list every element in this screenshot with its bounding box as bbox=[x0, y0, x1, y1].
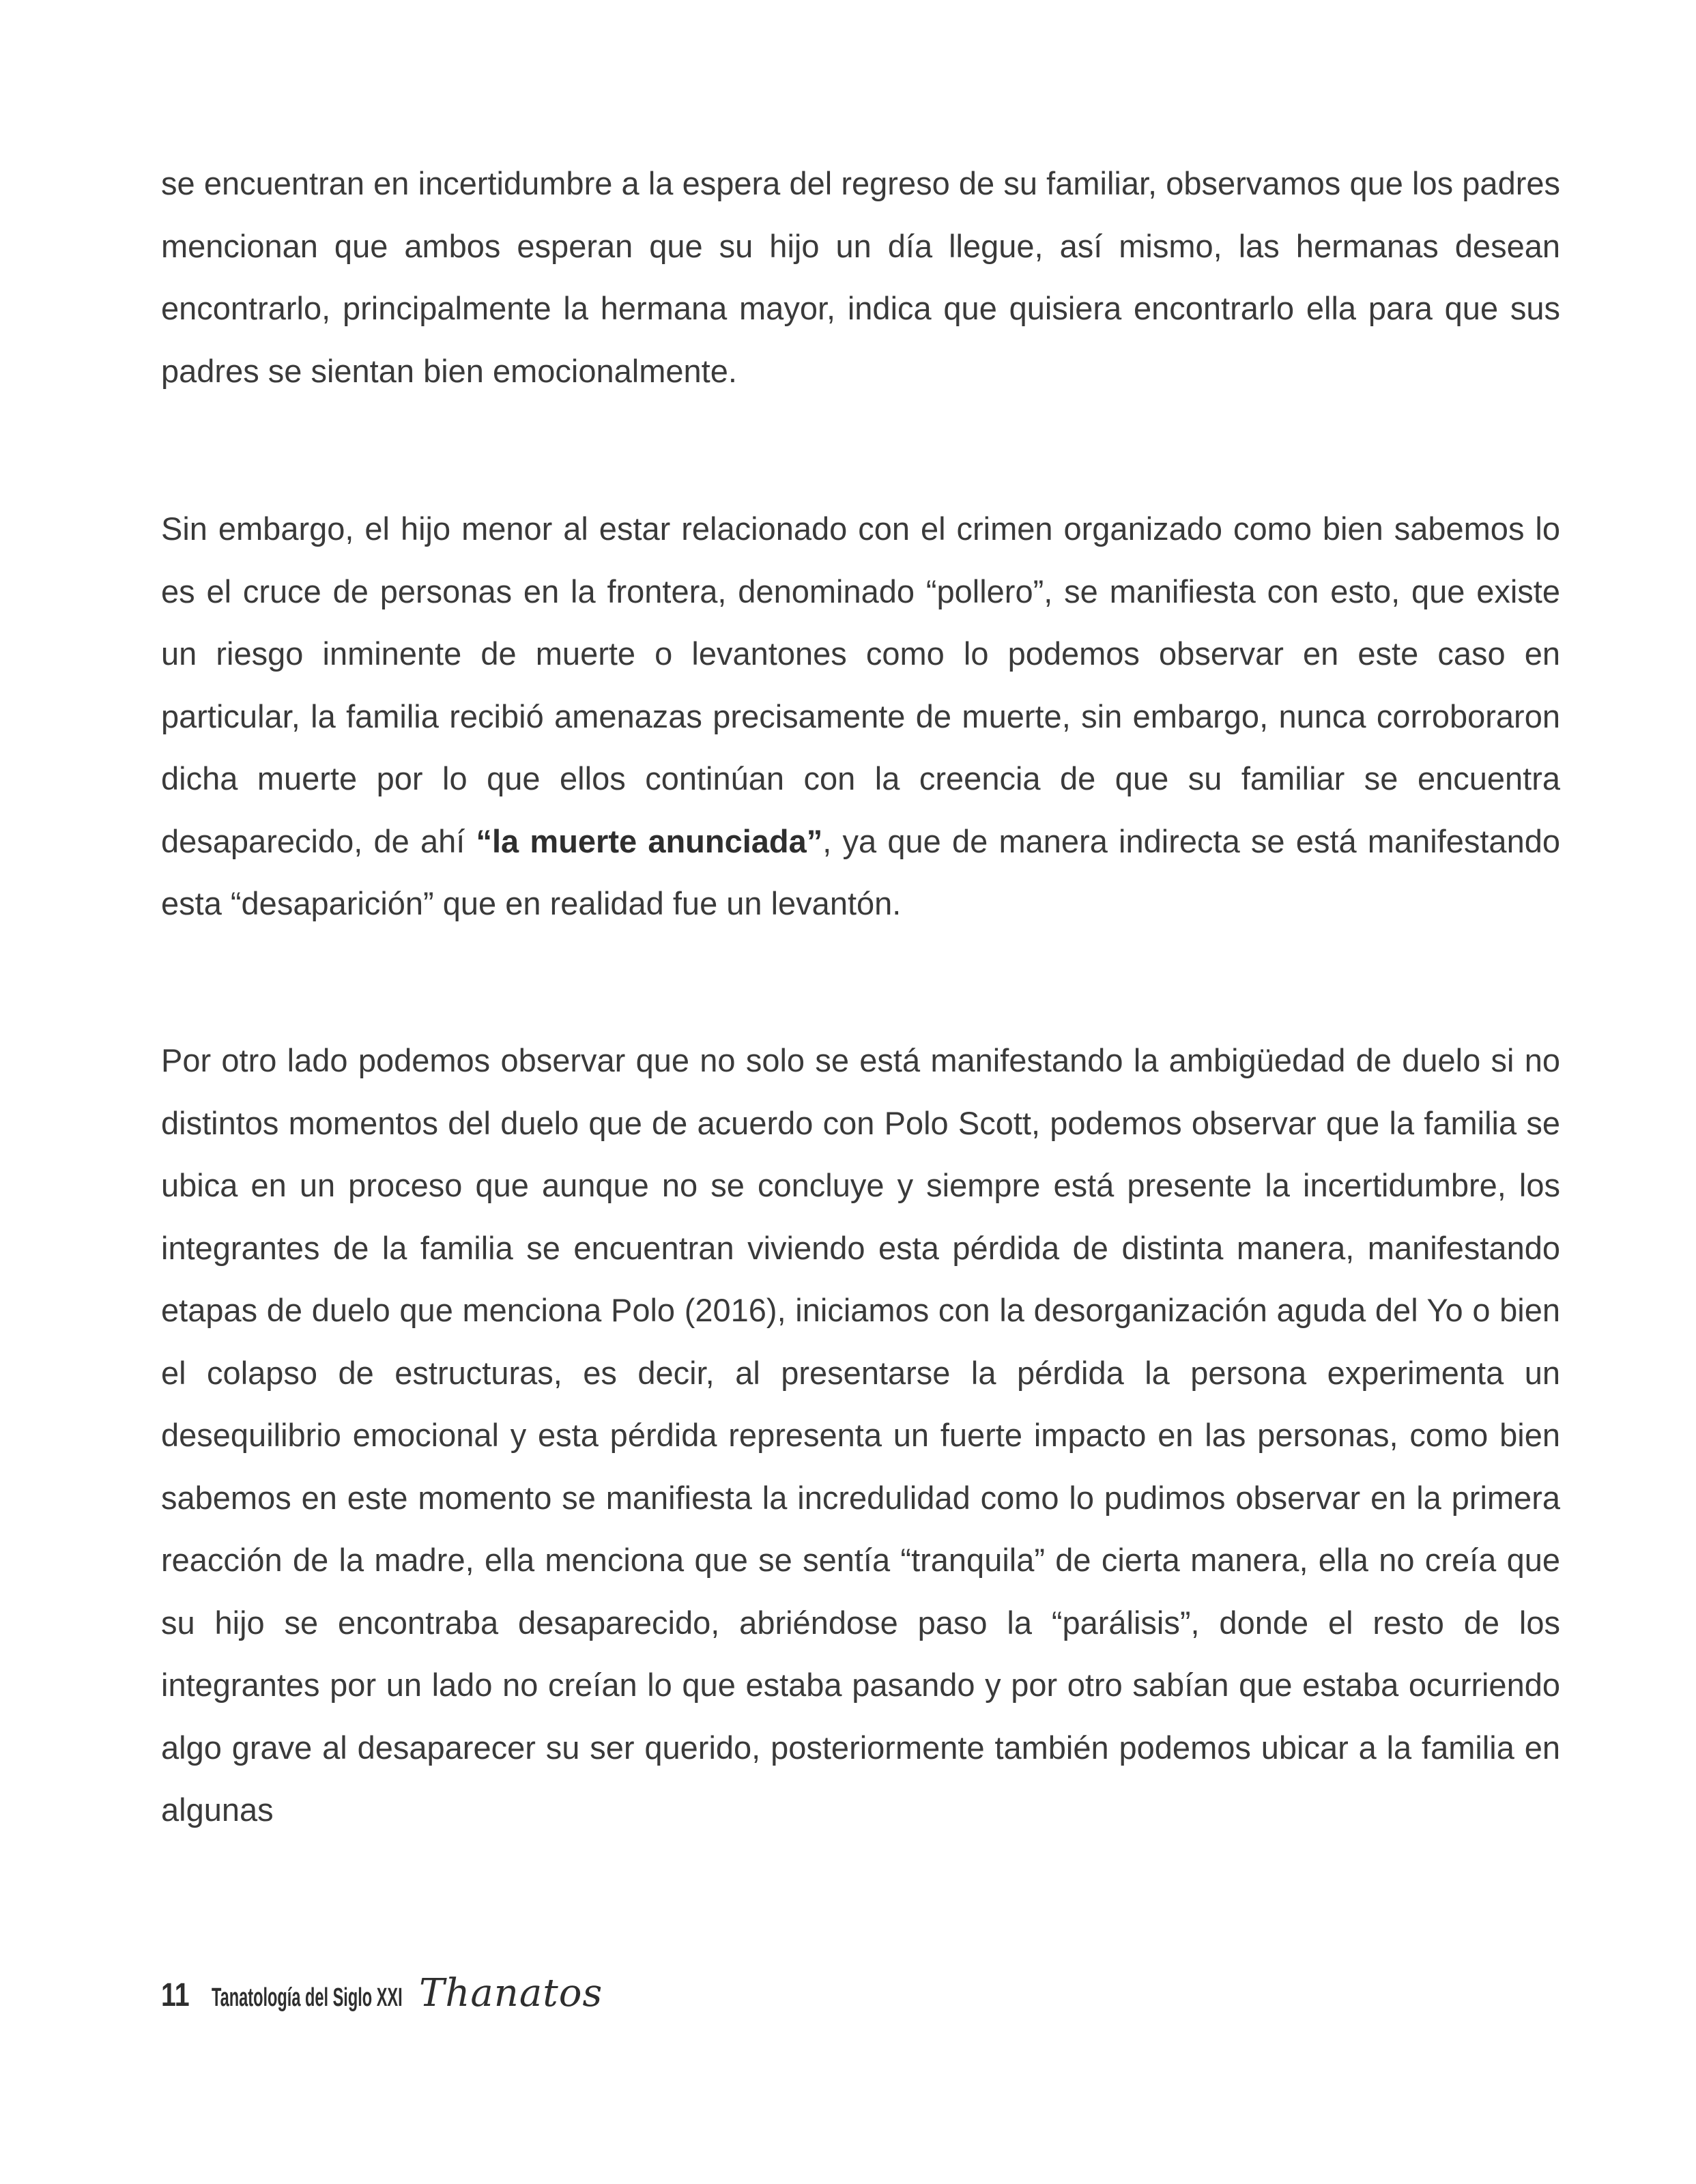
paragraph-3 bbox=[161, 1029, 1560, 1841]
paragraph-2-text-before: Sin embargo, el hijo menor al estar relacionado con el crimen organizado como bien sabemos lo es el cruce de personas en la frontera, denominado “pollero”, se manifiesta con esto, que existe un riesgo inminente de muerte o levantones como lo podemos observar en este caso en particular, la familia recibió amenazas precisamente de muerte, sin embargo, nunca corroboraron dicha muerte por lo que ellos continúan con la creencia de que su familiar se encuentra desaparecido, de ahí bbox=[161, 511, 1560, 859]
paragraph-2 bbox=[161, 498, 1560, 935]
paragraph-1-text: se encuentran en incertidumbre a la espera del regreso de su familiar, observamos que los padres mencionan que ambos esperan que su hijo un día llegue, así mismo, las hermanas desean encontrarlo, principalmente la hermana mayor, indica que quisiera encontrarlo ella para que sus padres se sientan bien emocionalmente. bbox=[161, 165, 1560, 389]
paragraph-3-text: Por otro lado podemos observar que no solo se está manifestando la ambigüedad de duelo si no distintos momentos del duelo que de acuerdo con Polo Scott, podemos observar que la familia se ubica en un proceso que aunque no se concluye y siempre está presente la incertidumbre, los integrantes de la familia se encuentran viviendo esta pérdida de distinta manera, manifestando etapas de duelo que menciona Polo (2016), iniciamos con la desorganización aguda del Yo o bien el colapso de estructuras, es decir, al presentarse la pérdida la persona experimenta un desequilibrio emocional y esta pérdida representa un fuerte impacto en las personas, como bien sabemos en este momento se manifiesta la incredulidad como lo pudimos observar en la primera reacción de la madre, ella menciona que se sentía “tranquila” de cierta manera, ella no creía que su hijo se encontraba desaparecido, abriéndose paso la “parálisis”, donde el resto de los integrantes por un lado no creían lo que estaba pasando y por otro sabían que estaba ocurriendo algo grave al desaparecer su ser querido, posteriormente también podemos ubicar a la familia en algunas bbox=[161, 1042, 1560, 1828]
thanatos-logo: Thanatos bbox=[419, 1971, 603, 2015]
paragraph-2-emphasis: “la muerte anunciada” bbox=[476, 822, 823, 859]
paragraph-2-text-after: , ya que de manera indirecta se está manifestando esta “desaparición” que en realidad fue un levantón. bbox=[161, 822, 1560, 921]
page-number: 11 bbox=[161, 1977, 190, 2013]
paragraph-1 bbox=[161, 152, 1560, 402]
publication-title: Tanatología del Siglo XXI bbox=[212, 1983, 403, 2012]
page-footer bbox=[161, 1971, 603, 2019]
